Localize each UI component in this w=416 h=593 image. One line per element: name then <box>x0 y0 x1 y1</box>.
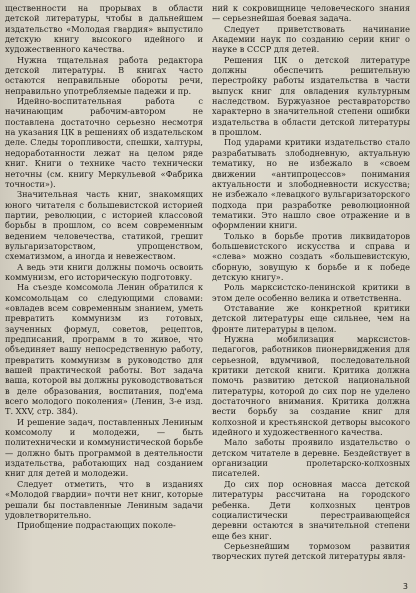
paragraph: Приобщение подрастающих поколе- <box>17 520 176 531</box>
paragraph: ний к сокровищнице человеческого знания — серьезнейшая боевая задача. <box>212 3 410 24</box>
paragraph: Нужна мобилизация марксистов-педагогов, работников пионервиджения для серьезной, вдумчивой, последовательной критики детской книги. Критика должна помочь развитию детской национальной литературы, которой до сих пор не уделено достаточного внимания. Критика должна вести борьбу за создание книг для колхозной и крестьянской детворы высокого идейного и художественного качества. <box>212 334 410 438</box>
paragraph: А ведь эти книги должны помочь освоить коммунизм, его историческую подготовку. <box>5 261 203 282</box>
paragraph: Значительная часть книг, знакомящих юного читателя с большевистской историей партии, революции, с историей классовой борьбы в прошлом, со всем современным ведением человечества, статикой, грешит вульгаризаторством, упрощенством, схематизмом, а иногда и невежеством. <box>5 189 203 262</box>
paragraph: Нужна тщательная работа редактора детской литературы. В книгах часто остаются неправильные обороты речи, неправильно употребляемые падежи и пр. <box>5 54 203 96</box>
text-columns <box>5 3 410 562</box>
paragraph: Идейно-воспитательная работа с начинающим рабочим-автором не поставлена достаточно серьезно несмотря на указания ЦК в решениях об издательском деле. Следы торопливости, спешки, халтуры, недоработанности лежат на целом ряде книг. Книги о технике часто технически неточны (см. книгу Меркульевой «Фабрика точности»). <box>5 96 203 189</box>
paragraph: Решения ЦК о детской литературе должны обеспечить решительную перестройку работы издательства в части выпуск книг для овладения культурным наследством. Буржуазное реставраторство характерно в значительной степени ошибки издательства в области детской литературы в прошлом. <box>212 54 410 138</box>
left-column <box>5 3 203 562</box>
paragraph: Серьезнейшим тормозом развития творческих путей детской литературы явля- <box>212 540 410 562</box>
paragraph: Под ударами критики издательство стало разрабатывать злободневную, актуальную тематику, но не избежало в «своем движении «антипроцессов» понимания актуальности и злободневности искусства; не избежало «левацкого вульгаризаторского подхода при разработке революционной тематики. Это нашло свое отражение и в оформлении книги. <box>212 137 410 231</box>
paragraph: Следует отметить, что в изданиях «Молодой гвардии» почти нет книг, которые решали бы поставленные Лениным задачи удовлетворительно. <box>5 478 203 520</box>
paragraph: щественности на прорывах в области детской литературы, чтобы в дальнейшем издательство «Молодая гвардия» выпустило детскую книгу высокого идейного и художественного качества. <box>5 3 203 55</box>
paragraph: На съезде комсомола Ленин обратился к комсомольцам со следующими словами: «овладев всем современным знанием, уметь превратить коммунизм из готовых, заученных формул, советов, рецептов, предписаний, программ в то живое, что объединяет вашу непосредственную работу, превратить коммунизм в руководство для вашей практической работы. Вот задача ваша, которой вы должны руководствоваться в деле образования, воспитания, под'ема всего молодого поколения» (Ленин, 3-е изд. Т. XXV, стр. 384). <box>5 282 203 417</box>
right-column <box>212 3 410 562</box>
page-number: 3 <box>402 582 408 591</box>
paragraph: И решение задач, поставленных Лениным комсомолу и молодежи, — быть политехнически и коммунистической борьбе — должно быть программой в деятельности издательства, работающих над созданием книг для детей и молодежи. <box>5 416 203 479</box>
paragraph: Отставание же конкретной критики детской литературы еще сильнее, чем на фронте литературы в целом. <box>212 302 410 334</box>
paragraph: Только в борьбе против ликвидаторов большевистского искусства и справа и «слева» можно создать «большевистскую, сборную, зовущую к борьбе и к победе детскую книгу». <box>212 230 410 282</box>
paragraph: До сих пор основная масса детской литературы рассчитана на городского ребенка. Дети колхозных центров социалистически перестраивающейся деревни остаются в значительной степени еще без книг. <box>212 478 410 541</box>
paragraph: Следует приветствовать начинание Академии наук по созданию серии книг о науке в СССР для детей. <box>212 23 410 55</box>
paragraph: Мало заботы проявило издательство о детском читателе в деревне. Бездействует в организации пролетарско-колхозных писателей. <box>212 437 410 479</box>
paragraph: Роль марксистско-ленинской критики в этом деле особенно велика и ответственна. <box>212 282 410 303</box>
